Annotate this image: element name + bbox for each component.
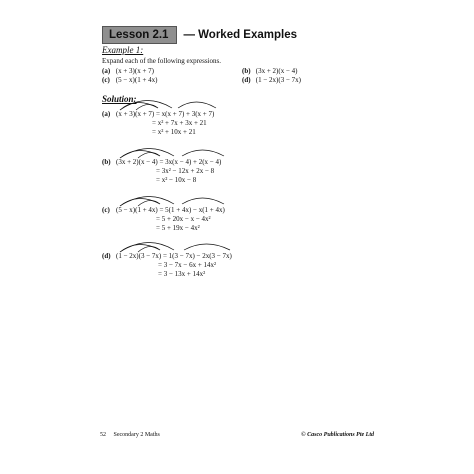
example-heading: Example 1: <box>102 45 144 55</box>
lesson-header <box>102 26 297 44</box>
solution-line: = x² + 10x + 21 <box>152 128 196 136</box>
question-a <box>102 67 154 75</box>
question-label: (c) <box>102 76 110 84</box>
solution-heading: Solution: <box>102 94 137 104</box>
distribution-arrows-icon <box>116 98 236 112</box>
solution-line: (5 − x)(1 + 4x) = 5(1 + 4x) − x(1 + 4x) <box>116 206 225 214</box>
solution-line: = 5 + 20x − x − 4x² <box>156 215 211 223</box>
solution-line: (1 − 2x)(3 − 7x) = 1(3 − 7x) − 2x(3 − 7x) <box>116 252 232 260</box>
part-label: (a) <box>102 110 111 118</box>
question-label: (b) <box>242 67 251 75</box>
question-label: (d) <box>242 76 251 84</box>
question-expression: (3x + 2)(x − 4) <box>255 67 298 75</box>
solution-line: = 3x² − 12x + 2x − 8 <box>156 167 215 175</box>
publisher-credit: © Casco Publications Pte Ltd <box>301 432 374 438</box>
question-expression: (x + 3)(x + 7) <box>115 67 154 75</box>
question-expression: (5 − x)(1 + 4x) <box>115 76 158 84</box>
solution-line: = 5 + 19x − 4x² <box>156 224 200 232</box>
solution-line: = 3 − 7x − 6x + 14x² <box>158 261 217 269</box>
solution-line: = x² − 10x − 8 <box>156 176 197 184</box>
book-title: Secondary 2 Maths <box>113 432 160 438</box>
distribution-arrows-icon <box>116 146 246 160</box>
question-b <box>242 67 297 75</box>
solution-line: (x + 3)(x + 7) = x(x + 7) + 3(x + 7) <box>116 110 215 118</box>
question-d <box>242 76 301 84</box>
page-footer-left <box>100 432 160 438</box>
distribution-arrows-icon <box>116 240 256 254</box>
question-label: (a) <box>102 67 111 75</box>
question-expression: (1 − 2x)(3 − 7x) <box>255 76 301 84</box>
lesson-title: — Worked Examples <box>183 29 298 41</box>
solution-line: (3x + 2)(x − 4) = 3x(x − 4) + 2(x − 4) <box>116 158 222 166</box>
part-label: (d) <box>102 252 111 260</box>
example-instruction: Expand each of the following expressions. <box>102 57 221 65</box>
solution-line: = 3 − 13x + 14x² <box>158 270 206 278</box>
part-label: (b) <box>102 158 111 166</box>
lesson-number-badge: Lesson 2.1 <box>102 26 177 44</box>
question-c <box>102 76 157 84</box>
solution-line: = x² + 7x + 3x + 21 <box>152 119 207 127</box>
page-number: 52 <box>100 432 106 438</box>
part-label: (c) <box>102 206 110 214</box>
distribution-arrows-icon <box>116 194 246 208</box>
